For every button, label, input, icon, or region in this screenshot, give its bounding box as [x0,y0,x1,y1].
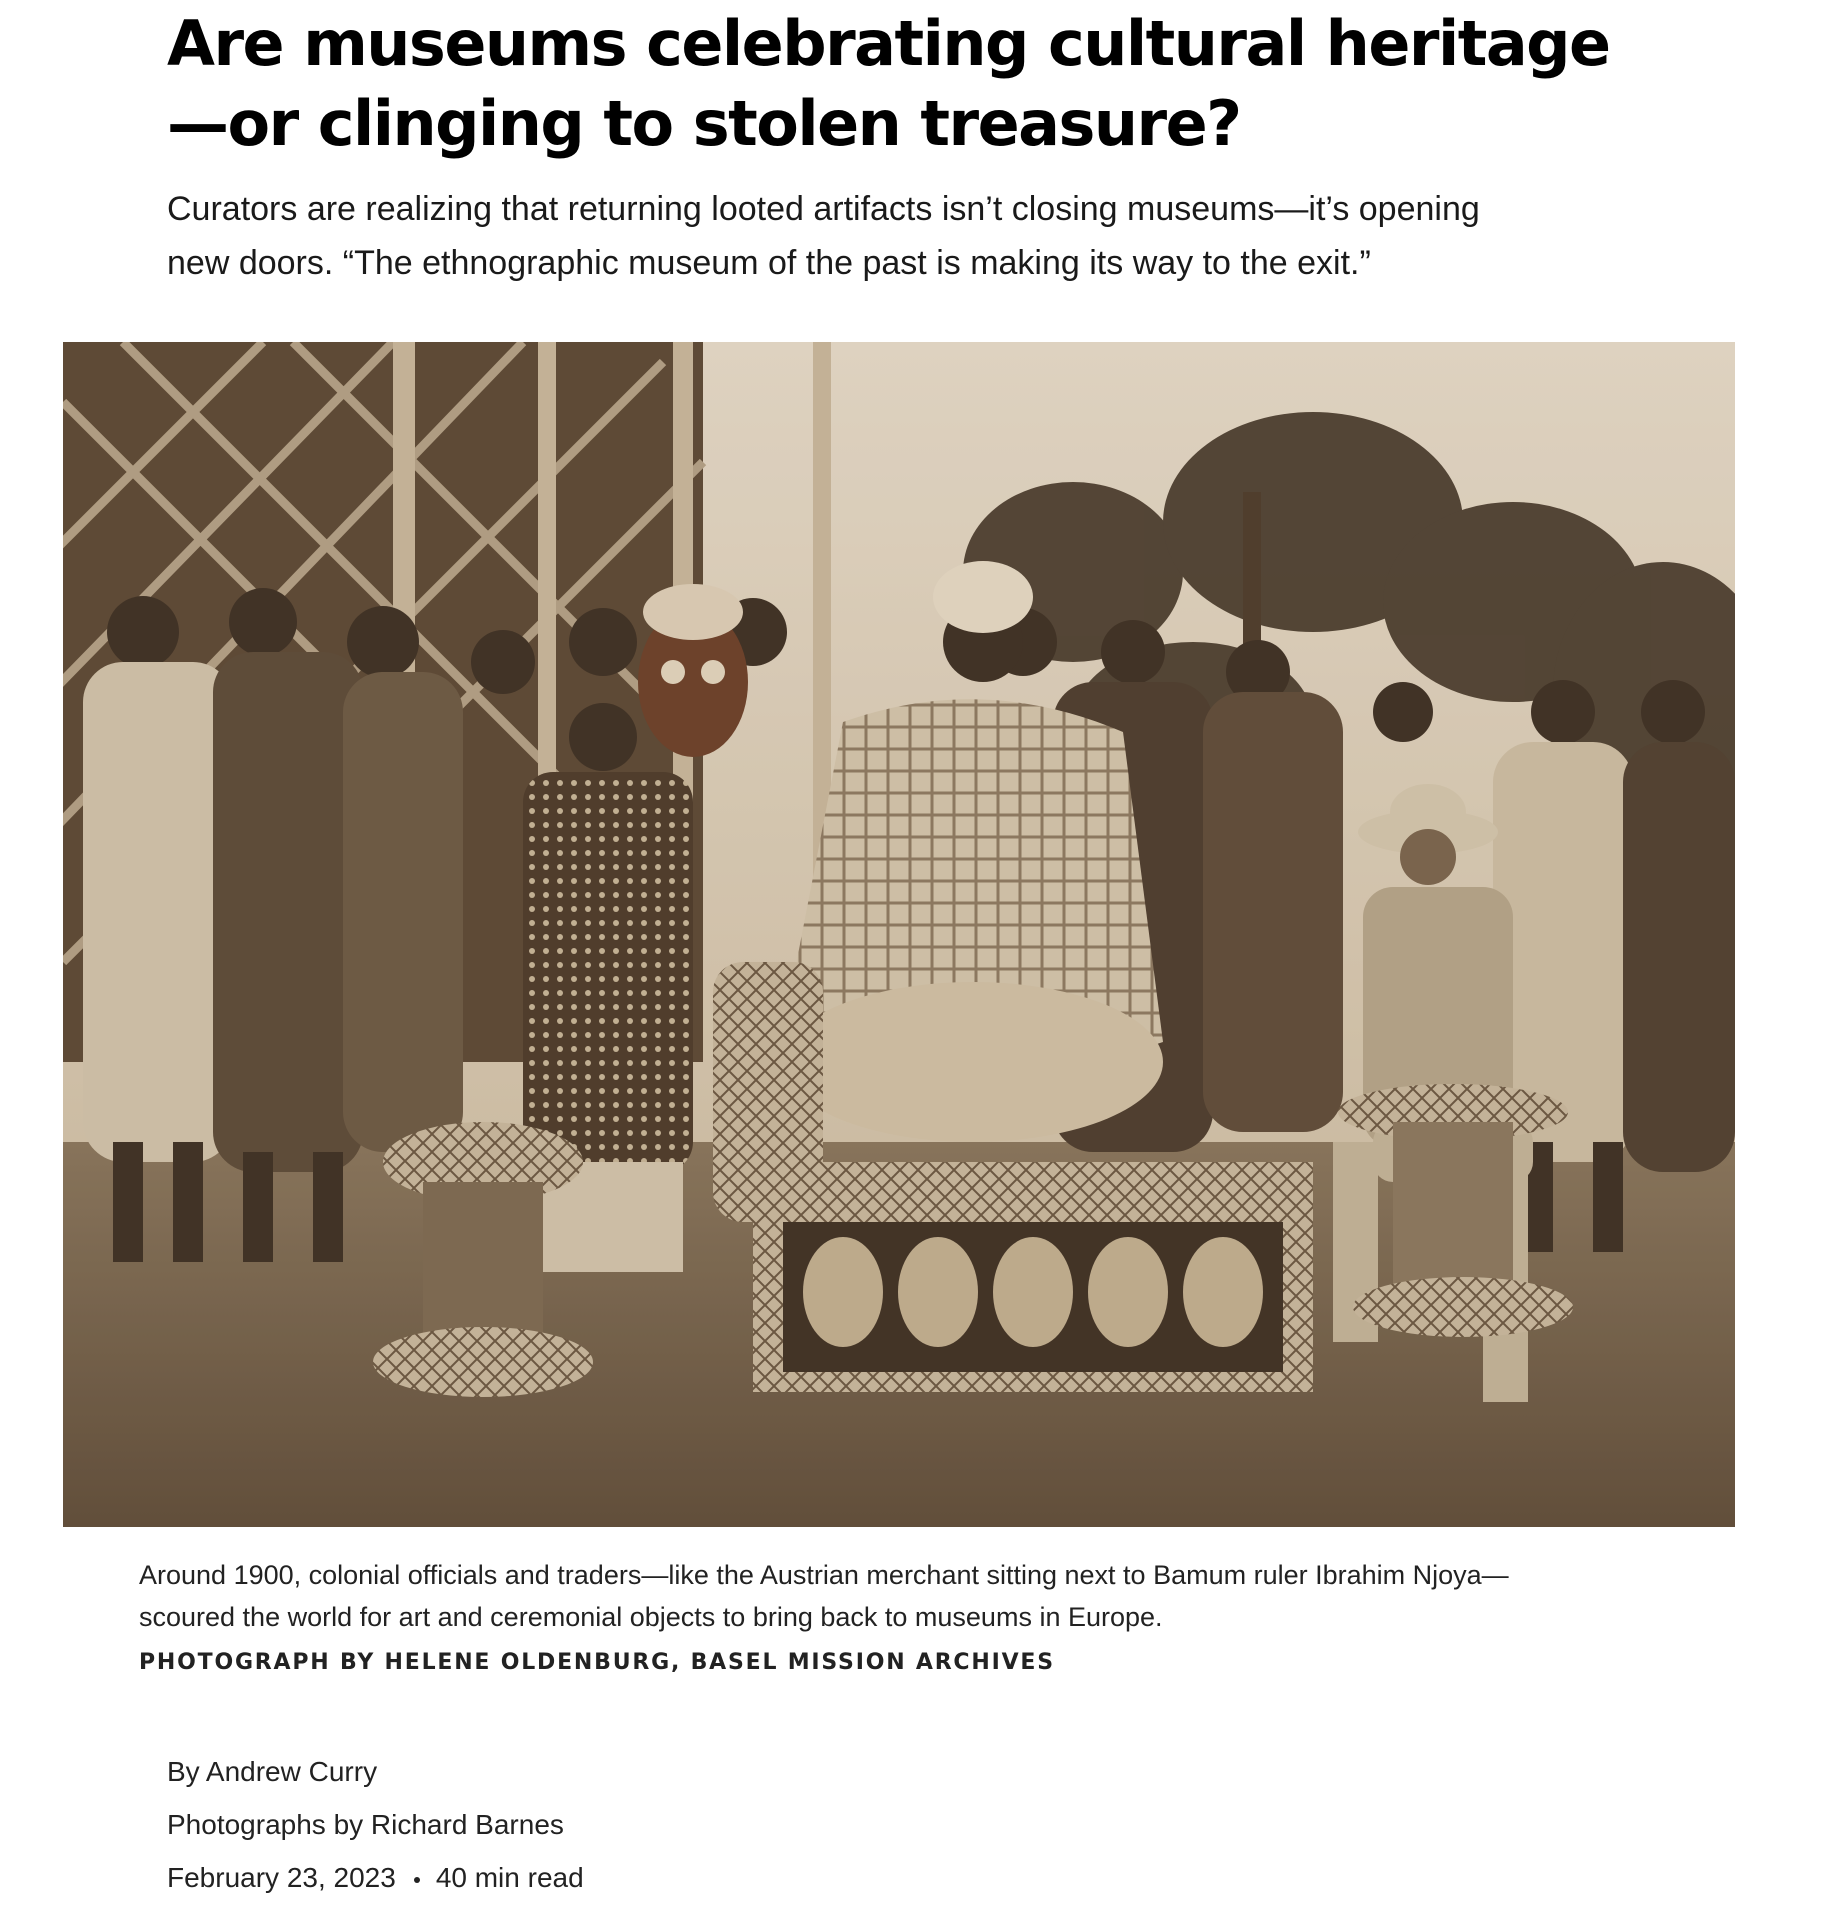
author-row [167,1745,584,1798]
publish-date: February 23, 2023 [167,1862,396,1893]
headline-line-1: Are museums celebrating cultural heritage [167,7,1610,80]
lead-photo [63,342,1735,1527]
lead-photo-illustration [63,342,1735,1527]
headline [167,4,1667,164]
caption-line-1: Around 1900, colonial officials and traders—like the Austrian merchant sitting next to Bamum ruler Ibrahim Njoya— [139,1560,1509,1590]
separator-dot-icon [414,1877,420,1883]
photo-credit: PHOTOGRAPH BY HELENE OLDENBURG, BASEL MISSION ARCHIVES [139,1650,1055,1675]
read-time: 40 min read [435,1862,584,1893]
caption-line-2: scoured the world for art and ceremonial objects to bring back to museums in Europe. [139,1602,1163,1632]
headline-line-2: —or clinging to stolen treasure? [167,87,1241,160]
dek-line-1: Curators are realizing that returning looted artifacts isn’t closing museums—it’s opening [167,190,1480,228]
photo-caption [139,1554,1739,1638]
photographer-link[interactable]: Photographs by Richard Barnes [167,1809,564,1840]
byline [167,1745,584,1904]
dek-line-2: new doors. “The ethnographic museum of the past is making its way to the exit.” [167,244,1371,282]
author-link[interactable]: By Andrew Curry [167,1756,378,1787]
photographer-row [167,1798,584,1851]
date-row [167,1851,584,1904]
article-dek [167,182,1667,290]
